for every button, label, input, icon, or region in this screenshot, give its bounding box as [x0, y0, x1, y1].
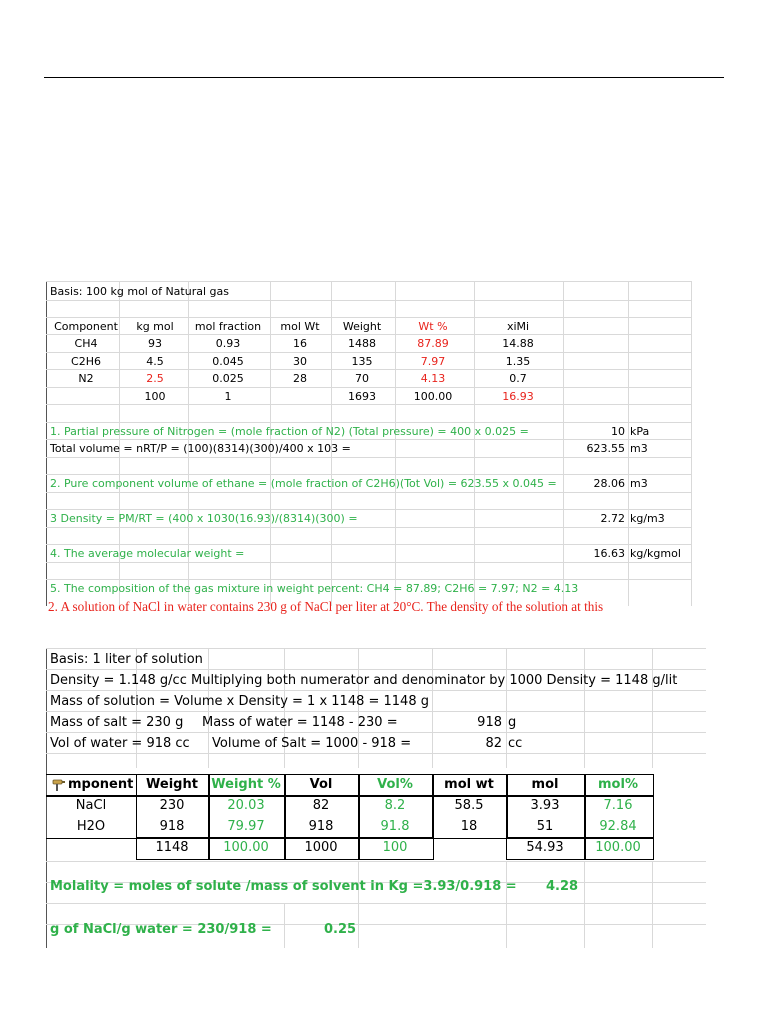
- cell-weight: 1488: [348, 337, 376, 350]
- total-volume-line: Total volume = nRT/P = (100)(8314)(300)/400 x 103 =: [50, 442, 351, 455]
- total-weight: 1693: [348, 390, 376, 403]
- vol-salt-text: Volume of Salt = 1000 - 918 =: [212, 736, 412, 751]
- composition-line: 5. The composition of the gas mixture in weight percent: CH4 = 87.89; C2H6 = 7.97; N2 = 4.13: [50, 582, 579, 595]
- total-volume-value: 623.55: [586, 442, 625, 455]
- cell-molwt: 18: [460, 819, 478, 834]
- cell-molfraction: 0.93: [215, 337, 241, 350]
- cell-component: NaCl: [75, 798, 107, 813]
- nacl-solution-sheet: [46, 648, 706, 948]
- cell-wtpct: 87.89: [417, 337, 449, 350]
- partial-pressure-line: 1. Partial pressure of Nitrogen = (mole fraction of N2) (Total pressure) = 400 x 0.025 =: [50, 425, 529, 438]
- total-vol-pct: 100: [382, 840, 408, 855]
- col-header-vol: Vol: [309, 777, 333, 792]
- cell-ximi: 14.88: [502, 337, 534, 350]
- cell-wtpct: 4.13: [420, 372, 446, 385]
- density-unit: kg/m3: [630, 512, 665, 525]
- total-kgmol: 100: [144, 390, 166, 403]
- partial-pressure-unit: kPa: [630, 425, 650, 438]
- avg-mw-value: 16.63: [593, 547, 625, 560]
- col-header-molwt: mol wt: [444, 777, 494, 792]
- total-volume-unit: m3: [630, 442, 648, 455]
- problem-2-statement: 2. A solution of NaCl in water contains 230 g of NaCl per liter at 20°C. The density of the solution at this: [48, 599, 604, 614]
- avg-mw-line: 4. The average molecular weight =: [50, 547, 245, 560]
- vol-salt-unit: cc: [508, 736, 523, 751]
- col-header-mol: mol: [531, 777, 559, 792]
- cell-weight: 135: [351, 355, 373, 368]
- col-header-component: Component: [54, 320, 118, 333]
- cell-mol-pct: 7.16: [603, 798, 633, 813]
- ethane-volume-value: 28.06: [593, 477, 625, 490]
- cell-component: C2H6: [71, 355, 101, 368]
- cell-component: N2: [78, 372, 94, 385]
- mass-water-value: 918: [477, 715, 502, 730]
- total-molfraction: 1: [224, 390, 232, 403]
- total-weight-pct: 100.00: [223, 840, 269, 855]
- cell-weight: 918: [159, 819, 185, 834]
- total-wtpct: 100.00: [413, 390, 453, 403]
- total-mol-pct: 100.00: [595, 840, 641, 855]
- cell-molwt: 30: [293, 355, 307, 368]
- col-header-weight-pct: Weight %: [211, 777, 281, 792]
- cell-weight-pct: 79.97: [227, 819, 265, 834]
- cell-mol: 3.93: [530, 798, 560, 813]
- ratio-value: 0.25: [324, 922, 357, 937]
- molality-value: 4.28: [546, 879, 579, 894]
- cell-molwt: 58.5: [454, 798, 484, 813]
- mass-water-unit: g: [508, 715, 517, 730]
- basis-text: Basis: 1 liter of solution: [50, 652, 203, 667]
- cell-weight-pct: 20.03: [227, 798, 265, 813]
- col-header-mol-pct: mol%: [598, 777, 638, 792]
- cell-weight: 230: [159, 798, 185, 813]
- header-rule: [44, 77, 724, 78]
- cell-wtpct: 7.97: [420, 355, 446, 368]
- col-header-wtpct: Wt %: [418, 320, 448, 333]
- cell-ximi: 1.35: [505, 355, 531, 368]
- cell-molwt: 16: [293, 337, 307, 350]
- cell-component: H2O: [76, 819, 106, 834]
- cell-kgmol: 93: [148, 337, 162, 350]
- cell-molwt: 28: [293, 372, 307, 385]
- col-header-ximi: xiMi: [506, 320, 530, 333]
- cell-vol-pct: 91.8: [380, 819, 410, 834]
- total-ximi: 16.93: [502, 390, 534, 403]
- ethane-volume-unit: m3: [630, 477, 648, 490]
- col-header-weight: Weight: [146, 777, 198, 792]
- density-line: 3 Density = PM/RT = (400 x 1030(16.93)/(8314)(300) =: [50, 512, 358, 525]
- cell-mol: 51: [536, 819, 554, 834]
- density-text: Density = 1.148 g/cc Multiplying both numerator and denominator by 1000 Density = 1148 g/lit: [50, 673, 678, 688]
- basis-text: Basis: 100 kg mol of Natural gas: [50, 285, 229, 298]
- col-header-weight: Weight: [342, 320, 382, 333]
- cell-molfraction: 0.045: [212, 355, 244, 368]
- col-header-vol-pct: Vol%: [377, 777, 413, 792]
- molality-line: Molality = moles of solute /mass of solvent in Kg =3.93/0.918 =: [50, 879, 517, 894]
- avg-mw-unit: kg/kgmol: [630, 547, 681, 560]
- cell-vol: 918: [308, 819, 334, 834]
- ethane-volume-line: 2. Pure component volume of ethane = (mole fraction of C2H6)(Tot Vol) = 623.55 x 0.045 =: [50, 477, 557, 490]
- mass-salt-text: Mass of salt = 230 g: [50, 715, 184, 730]
- cell-ximi: 0.7: [509, 372, 527, 385]
- density-value: 2.72: [600, 512, 625, 525]
- natural-gas-sheet: [46, 281, 692, 606]
- cell-mol-pct: 92.84: [599, 819, 637, 834]
- cell-molfraction: 0.025: [212, 372, 244, 385]
- partial-pressure-value: 10: [611, 425, 625, 438]
- total-vol: 1000: [304, 840, 338, 855]
- cell-weight: 70: [355, 372, 369, 385]
- total-mol: 54.93: [526, 840, 564, 855]
- vol-salt-value: 82: [485, 736, 502, 751]
- cell-component: CH4: [74, 337, 98, 350]
- ratio-line: g of NaCl/g water = 230/918 =: [50, 922, 272, 937]
- cell-kgmol: 4.5: [146, 355, 164, 368]
- vol-water-text: Vol of water = 918 cc: [50, 736, 190, 751]
- cell-kgmol: 2.5: [146, 372, 164, 385]
- total-weight: 1148: [155, 840, 189, 855]
- format-painter-icon[interactable]: [52, 779, 67, 792]
- col-header-component: mponent: [68, 777, 134, 792]
- cell-vol-pct: 8.2: [384, 798, 406, 813]
- cell-vol: 82: [312, 798, 330, 813]
- col-header-molwt: mol Wt: [280, 320, 320, 333]
- col-header-molfraction: mol fraction: [194, 320, 262, 333]
- mass-water-text: Mass of water = 1148 - 230 =: [202, 715, 398, 730]
- mass-solution-text: Mass of solution = Volume x Density = 1 x 1148 = 1148 g: [50, 694, 429, 709]
- col-header-kgmol: kg mol: [136, 320, 174, 333]
